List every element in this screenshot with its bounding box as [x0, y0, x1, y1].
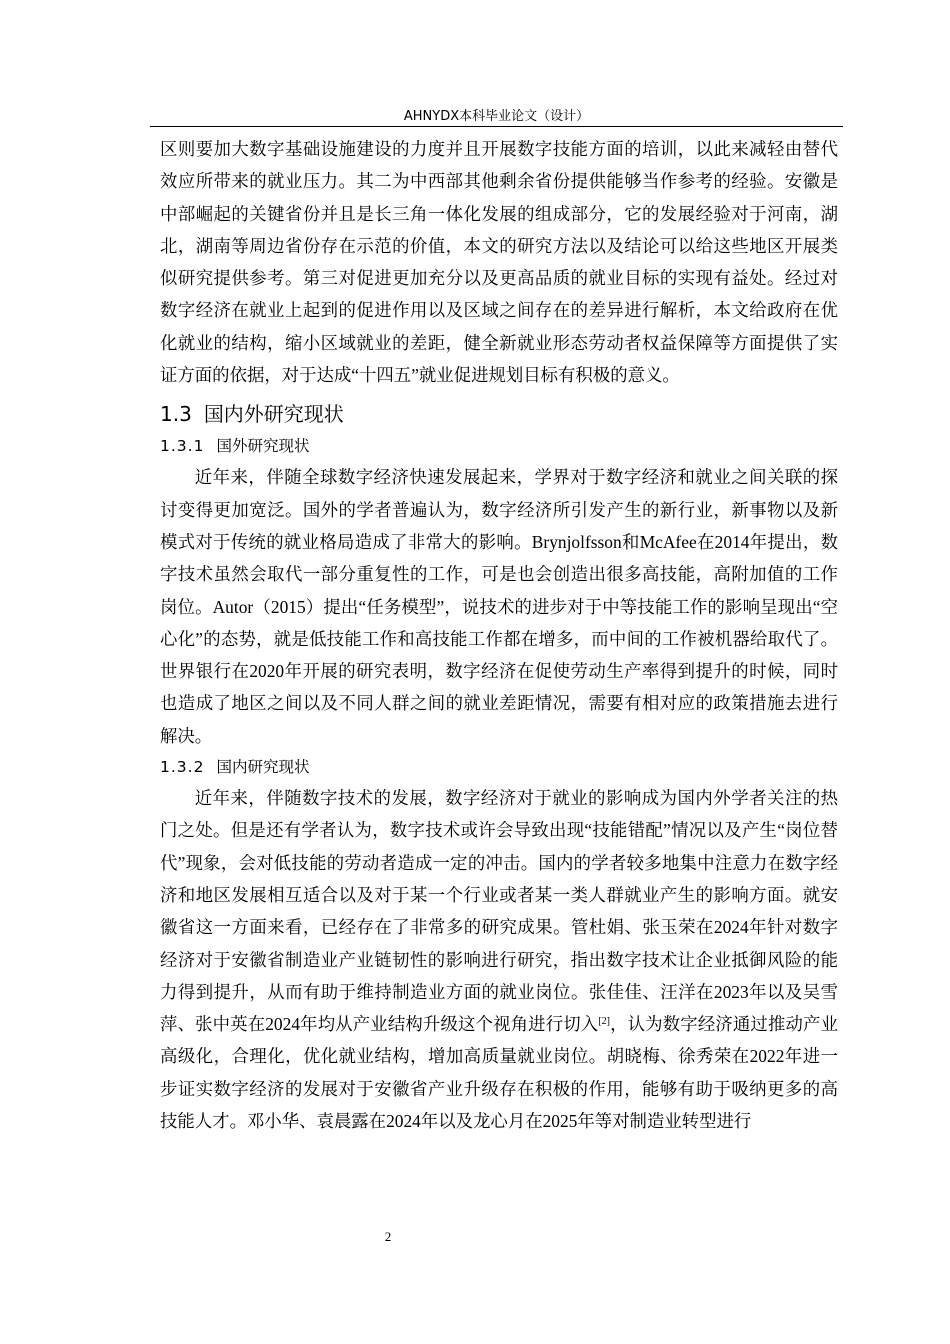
subsection-title: 国内研究现状	[216, 758, 310, 777]
body-text	[160, 133, 838, 1137]
citation-marker[interactable]: [2]	[598, 1016, 610, 1028]
subsection-number: 1.3.1	[160, 437, 205, 456]
subsection-title: 国外研究现状	[216, 437, 310, 456]
subsection-heading-domestic	[160, 752, 838, 782]
page-number: 2	[384, 1229, 392, 1244]
section-heading	[160, 397, 838, 431]
paragraph-text: ，认为数字经济通过推动产业高级化，合理化，优化就业结构，增加高质量就业岗位。胡晓梅、徐秀荣在2022年进一步证实数字经济的发展对于安徽省产业升级存在积极的作用，能够有助于吸纳更多的高技能人才。邓小华、袁晨露在2024年以及龙心月在2025年等对制造业转型进行	[160, 1014, 838, 1132]
subsection-heading-foreign	[160, 431, 838, 461]
header-rule	[150, 126, 843, 127]
paragraph-text: 近年来，伴随数字技术的发展，数字经济对于就业的影响成为国内外学者关注的热门之处。但是还有学者认为，数字技术或许会导致出现“技能错配”情况以及产生“岗位替代”现象，会对低技能的劳动者造成一定的冲击。国内的学者较多地集中注意力在数字经济和地区发展相互适合以及对于某一个行业或者某一类人群就业产生的影响方面。就安徽省这一方面来看，已经存在了非常多的研究成果。管杜娟、张玉荣在2024年针对数字经济对于安徽省制造业产业链韧性的影响进行研究，指出数字技术让企业抵御风险的能力得到提升，从而有助于维持制造业方面的就业岗位。张佳佳、汪洋在2023年以及吴雪萍、张中英在2024年均从产业结构升级这个视角进行切入	[160, 788, 838, 1035]
subsection-number: 1.3.2	[160, 758, 205, 777]
running-header: AHNYDX本科毕业论文（设计）	[403, 109, 590, 124]
section-number: 1.3	[160, 402, 192, 427]
section-title: 国内外研究现状	[203, 402, 344, 427]
foreign-research-paragraph: 近年来，伴随全球数字经济快速发展起来，学界对于数字经济和就业之间关联的探讨变得更加宽泛。国外的学者普遍认为，数字经济所引发产生的新行业，新事物以及新模式对于传统的就业格局造成了非常大的影响。Brynjolfsson和McAfee在2014年提出，数字技术虽然会取代一部分重复性的工作，可是也会创造出很多高技能，高附加值的工作岗位。Autor（2015）提出“任务模型”，说技术的进步对于中等技能工作的影响呈现出“空心化”的态势，就是低技能工作和高技能工作都在增多，而中间的工作被机器给取代了。世界银行在2020年开展的研究表明，数字经济在促使劳动生产率得到提升的时候，同时也造成了地区之间以及不同人群之间的就业差距情况，需要有相对应的政策措施去进行解决。	[160, 467, 838, 746]
domestic-research-paragraph	[160, 782, 838, 1137]
intro-paragraph: 区则要加大数字基础设施建设的力度并且开展数字技能方面的培训，以此来减轻由替代效应所带来的就业压力。其二为中西部其他剩余省份提供能够当作参考的经验。安徽是中部崛起的关键省份并且是长三角一体化发展的组成部分，它的发展经验对于河南，湖北，湖南等周边省份存在示范的价值，本文的研究方法以及结论可以给这些地区开展类似研究提供参考。第三对促进更加充分以及更高品质的就业目标的实现有益处。经过对数字经济在就业上起到的促进作用以及区域之间存在的差异进行解析，本文给政府在优化就业的结构，缩小区域就业的差距，健全新就业形态劳动者权益保障等方面提供了实证方面的依据，对于达成“十四五”就业促进规划目标有积极的意义。	[160, 139, 838, 386]
